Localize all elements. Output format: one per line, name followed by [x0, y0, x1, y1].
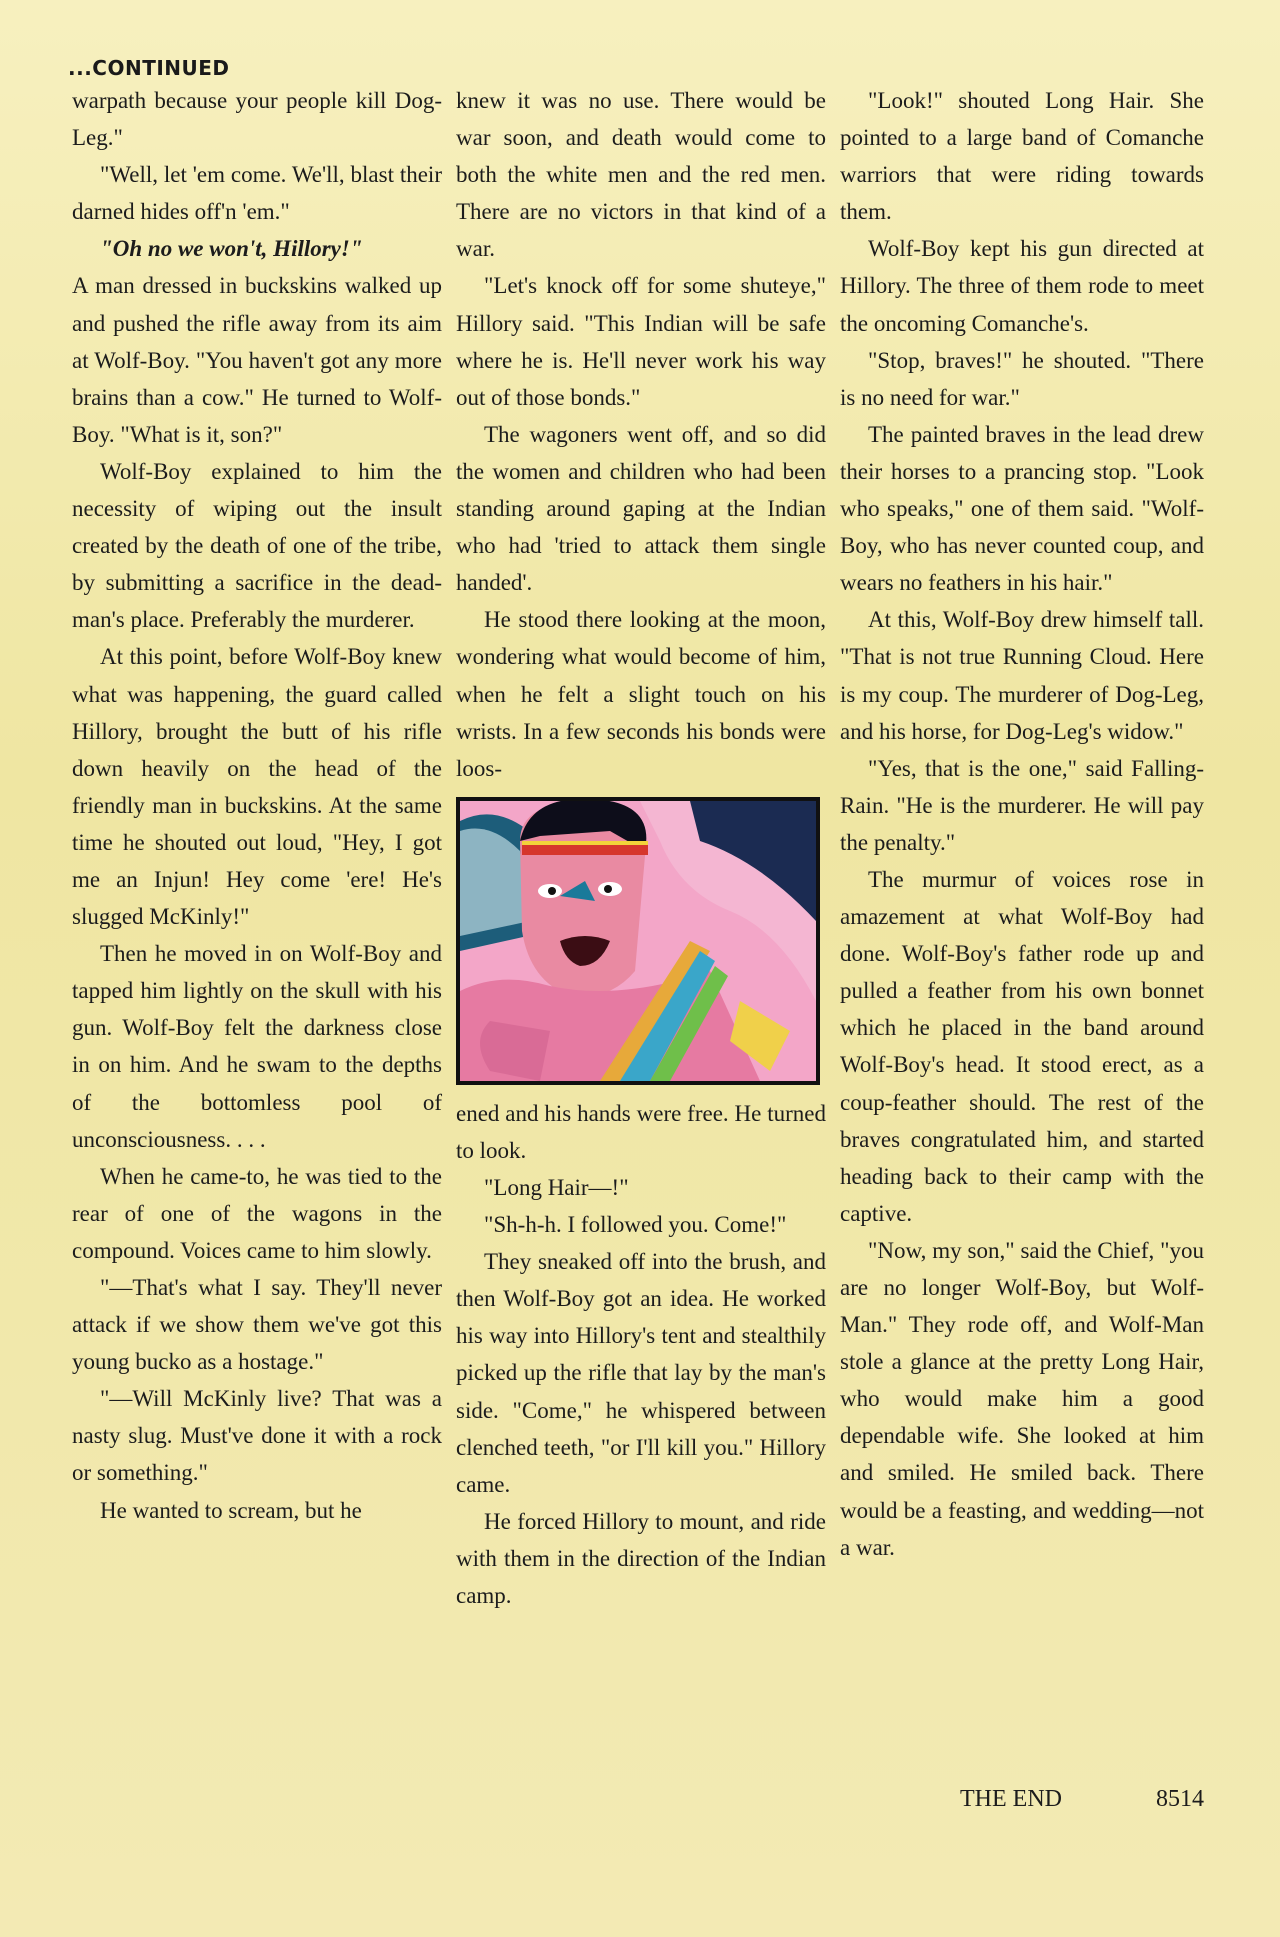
paragraph: At this point, before Wolf-Boy knew what was happening, the guard called Hillory, brought the butt of his rifle down heavily on the head of the friendly man in buckskins. At the same time he shouted out loud, "Hey, I got me an Injun! Hey come 'ere! He's slugged McKinly!" — [72, 644, 442, 930]
page-footer — [960, 1786, 1204, 1813]
paragraph: A man dressed in buckskins walked up and pushed the rifle away from its aim at Wolf-Boy. "You haven't got any more brains than a cow." He turned to Wolf-Boy. "What is it, son?" — [72, 273, 442, 447]
paragraph: "Oh no we won't, Hillory!" — [100, 236, 363, 262]
paragraph: He stood there looking at the moon, wondering what would become of him, when he felt a slight touch on his wrists. In a few seconds his bonds were loos- — [456, 607, 826, 781]
paragraph: They sneaked off into the brush, and then Wolf-Boy got an idea. He worked his way into Hillory's tent and stealthily picked up the rifle that lay by the man's side. "Come," he whispered between clenched teeth, "or I'll kill you." Hillory came. — [456, 1249, 826, 1497]
continued-header: ...CONTINUED — [68, 56, 230, 80]
paragraph: "Stop, braves!" he shouted. "There is no need for war." — [840, 347, 1204, 410]
paragraph: "Long Hair—!" — [484, 1174, 629, 1200]
text-column-1 — [72, 82, 442, 1529]
text-column-2 — [456, 82, 826, 1614]
paragraph: "—That's what I say. They'll never attack if we show them we've got this young bucko as a hostage." — [72, 1275, 442, 1375]
paragraph: "Now, my son," said the Chief, "you are no longer Wolf-Boy, but Wolf-Man." They rode off, and Wolf-Man stole a glance at the pretty Long Hair, who would make him a good dependable wife. She looked at him and smiled. He smiled back. There would be a feasting, and wedding—not a war. — [840, 1237, 1204, 1560]
paragraph: Wolf-Boy explained to him the necessity of wiping out the insult created by the death of one of the tribe, by submitting a sacrifice in the dead-man's place. Preferably the murderer. — [72, 458, 442, 633]
paragraph: "Yes, that is the one," said Falling-Rain. "He is the murderer. He will pay the penalty." — [840, 755, 1204, 855]
page-code: 8514 — [1156, 1786, 1204, 1812]
paragraph: He wanted to scream, but he — [100, 1497, 362, 1523]
wolf-boy-portrait-image — [460, 801, 816, 1081]
paragraph: He forced Hillory to mount, and ride with them in the direction of the Indian camp. — [456, 1508, 826, 1608]
comic-panel-illustration — [456, 797, 820, 1085]
paragraph: "—Will McKinly live? That was a nasty slug. Must've done it with a rock or something." — [72, 1386, 442, 1486]
paragraph: "Well, let 'em come. We'll, blast their darned hides off'n 'em." — [72, 162, 442, 225]
paragraph: "Let's knock off for some shuteye," Hillory said. "This Indian will be safe where he is. He'll never work his way out of those bonds." — [456, 273, 826, 410]
paragraph: The murmur of voices rose in amazement at what Wolf-Boy had done. Wolf-Boy's father rode up and pulled a feather from his own bonnet which he placed in the band around Wolf-Boy's head. It stood erect, as a coup-feather should. The rest of the braves congratulated him, and started heading back to their camp with the captive. — [840, 866, 1204, 1226]
paragraph: Then he moved in on Wolf-Boy and tapped him lightly on the skull with his gun. Wolf-Boy felt the darkness close in on him. And he swam to the depths of the bottomless pool of unconsciousness. . . . — [72, 941, 442, 1152]
paragraph: ened and his hands were free. He turned to look. — [456, 1100, 826, 1163]
paragraph: At this, Wolf-Boy drew himself tall. "That is not true Running Cloud. Here is my coup. The murderer of Dog-Leg, and his horse, for Dog-Leg's widow." — [840, 607, 1204, 744]
the-end-label: THE END — [960, 1786, 1062, 1812]
paragraph: knew it was no use. There would be war soon, and death would come to both the white men and the red men. There are no victors in that kind of a war. — [456, 88, 826, 262]
paragraph: "Look!" shouted Long Hair. She pointed to a large band of Comanche warriors that were riding towards them. — [840, 88, 1204, 225]
paragraph: The painted braves in the lead drew their horses to a prancing stop. "Look who speaks," one of them said. "Wolf-Boy, who has never counted coup, and wears no feathers in his hair." — [840, 421, 1204, 596]
paragraph: The wagoners went off, and so did the women and children who had been standing around gaping at the Indian who had 'tried to attack them single handed'. — [456, 421, 826, 596]
text-column-3 — [840, 82, 1204, 1566]
paragraph: warpath because your people kill Dog-Leg." — [72, 88, 442, 151]
paragraph: When he came-to, he was tied to the rear of one of the wagons in the compound. Voices came to him slowly. — [72, 1163, 442, 1263]
paragraph: "Sh-h-h. I followed you. Come!" — [484, 1212, 787, 1238]
paragraph: Wolf-Boy kept his gun directed at Hillory. The three of them rode to meet the oncoming Comanche's. — [840, 236, 1204, 336]
